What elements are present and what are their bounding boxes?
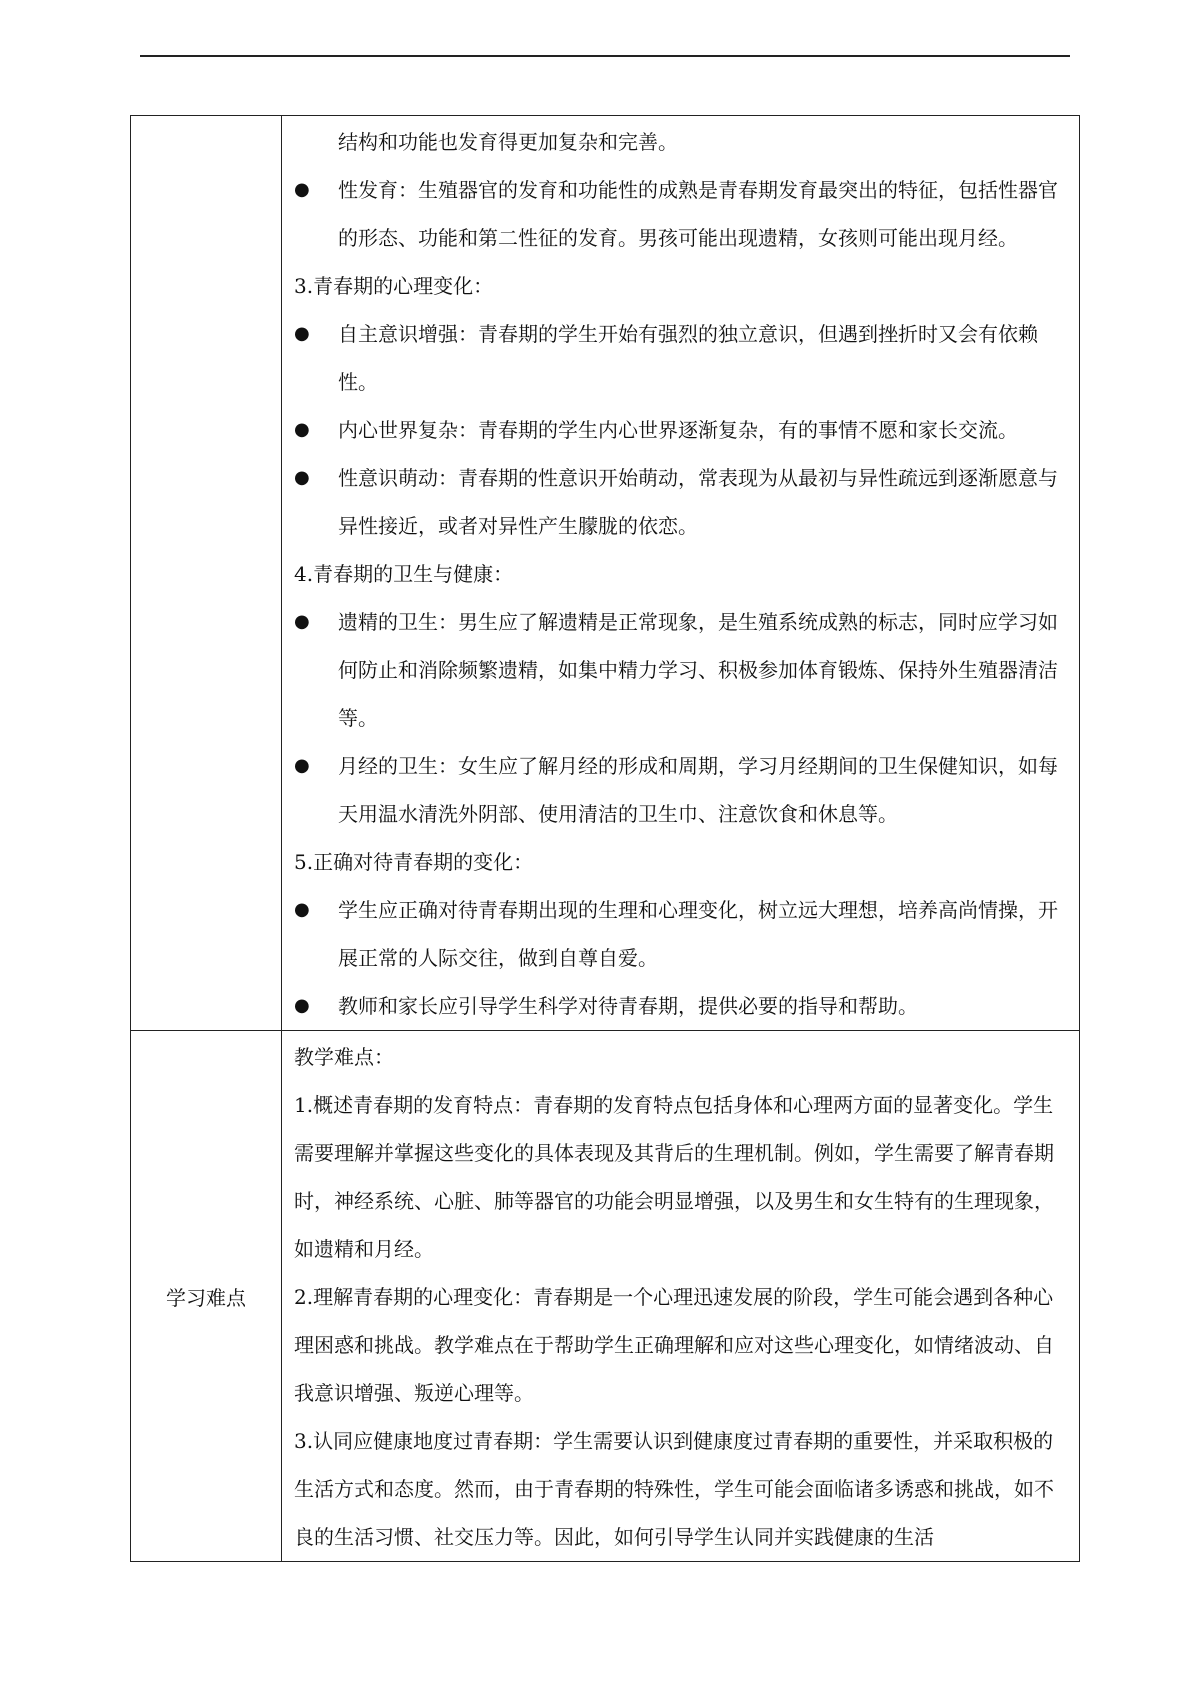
paragraph: 2.理解青春期的心理变化：青春期是一个心理迅速发展的阶段，学生可能会遇到各种心理困惑和挑战。教学难点在于帮助学生正确理解和应对这些心理变化，如情绪波动、自我意识增强、叛逆心理等。 xyxy=(294,1285,1054,1405)
list-item-text: 遗精的卫生：男生应了解遗精是正常现象，是生殖系统成熟的标志，同时应学习如何防止和消除频繁遗精，如集中精力学习、积极参加体育锻炼、保持外生殖器清洁等。 xyxy=(338,610,1058,730)
bullet-icon: ● xyxy=(294,419,310,440)
continuation-text: 结构和功能也发育得更加复杂和完善。 xyxy=(338,130,678,154)
list-item-text: 内心世界复杂：青春期的学生内心世界逐渐复杂，有的事情不愿和家长交流。 xyxy=(338,418,1018,442)
list-item-text: 学生应正确对待青春期出现的生理和心理变化，树立远大理想，培养高尚情操，开展正常的人际交往，做到自尊自爱。 xyxy=(338,898,1058,970)
section-heading: 5.正确对待青春期的变化： xyxy=(294,850,534,874)
label-cell-empty xyxy=(131,116,282,1031)
list-item-text: 月经的卫生：女生应了解月经的形成和周期，学习月经期间的卫生保健知识，如每天用温水清洗外阴部、使用清洁的卫生巾、注意饮食和休息等。 xyxy=(338,754,1058,826)
section-heading: 3.青春期的心理变化： xyxy=(294,274,494,298)
lesson-plan-table xyxy=(130,115,1080,1562)
list-item xyxy=(294,742,1069,838)
list-item xyxy=(294,406,1069,454)
list-item-text: 自主意识增强：青春期的学生开始有强烈的独立意识，但遇到挫折时又会有依赖性。 xyxy=(338,322,1038,394)
paragraph: 1.概述青春期的发育特点：青春期的发育特点包括身体和心理两方面的显著变化。学生需要理解并掌握这些变化的具体表现及其背后的生理机制。例如，学生需要了解青春期时，神经系统、心脏、肺等器官的功能会明显增强，以及男生和女生特有的生理现象，如遗精和月经。 xyxy=(294,1093,1054,1261)
bullet-icon: ● xyxy=(294,467,310,488)
paragraph: 3.认同应健康地度过青春期：学生需要认识到健康度过青春期的重要性，并采取积极的生活方式和态度。然而，由于青春期的特殊性，学生可能会面临诸多诱惑和挑战，如不良的生活习惯、社交压力等。因此，如何引导学生认同并实践健康的生活 xyxy=(294,1429,1054,1549)
list-item-text: 教师和家长应引导学生科学对待青春期，提供必要的指导和帮助。 xyxy=(338,994,918,1018)
list-item xyxy=(294,598,1069,742)
list-item-text: 性发育：生殖器官的发育和功能性的成熟是青春期发育最突出的特征，包括性器官的形态、功能和第二性征的发育。男孩可能出现遗精，女孩则可能出现月经。 xyxy=(338,178,1058,250)
bullet-icon: ● xyxy=(294,899,310,920)
section-heading: 教学难点： xyxy=(294,1045,394,1069)
table-row xyxy=(131,116,1080,1031)
bullet-icon: ● xyxy=(294,755,310,776)
list-item xyxy=(294,982,1069,1030)
list-item xyxy=(294,886,1069,982)
section-heading: 4.青春期的卫生与健康： xyxy=(294,562,514,586)
content-cell xyxy=(282,1031,1080,1562)
header-rule xyxy=(140,55,1070,57)
list-item xyxy=(294,166,1069,262)
list-item-text: 性意识萌动：青春期的性意识开始萌动，常表现为从最初与异性疏远到逐渐愿意与异性接近，或者对异性产生朦胧的依恋。 xyxy=(338,466,1058,538)
content-cell xyxy=(282,116,1080,1031)
bullet-icon: ● xyxy=(294,179,310,200)
label-cell-difficulties: 学习难点 xyxy=(131,1031,282,1562)
bullet-icon: ● xyxy=(294,611,310,632)
table-row xyxy=(131,1031,1080,1562)
bullet-icon: ● xyxy=(294,323,310,344)
list-item xyxy=(294,310,1069,406)
list-item xyxy=(294,454,1069,550)
bullet-icon: ● xyxy=(294,995,310,1016)
